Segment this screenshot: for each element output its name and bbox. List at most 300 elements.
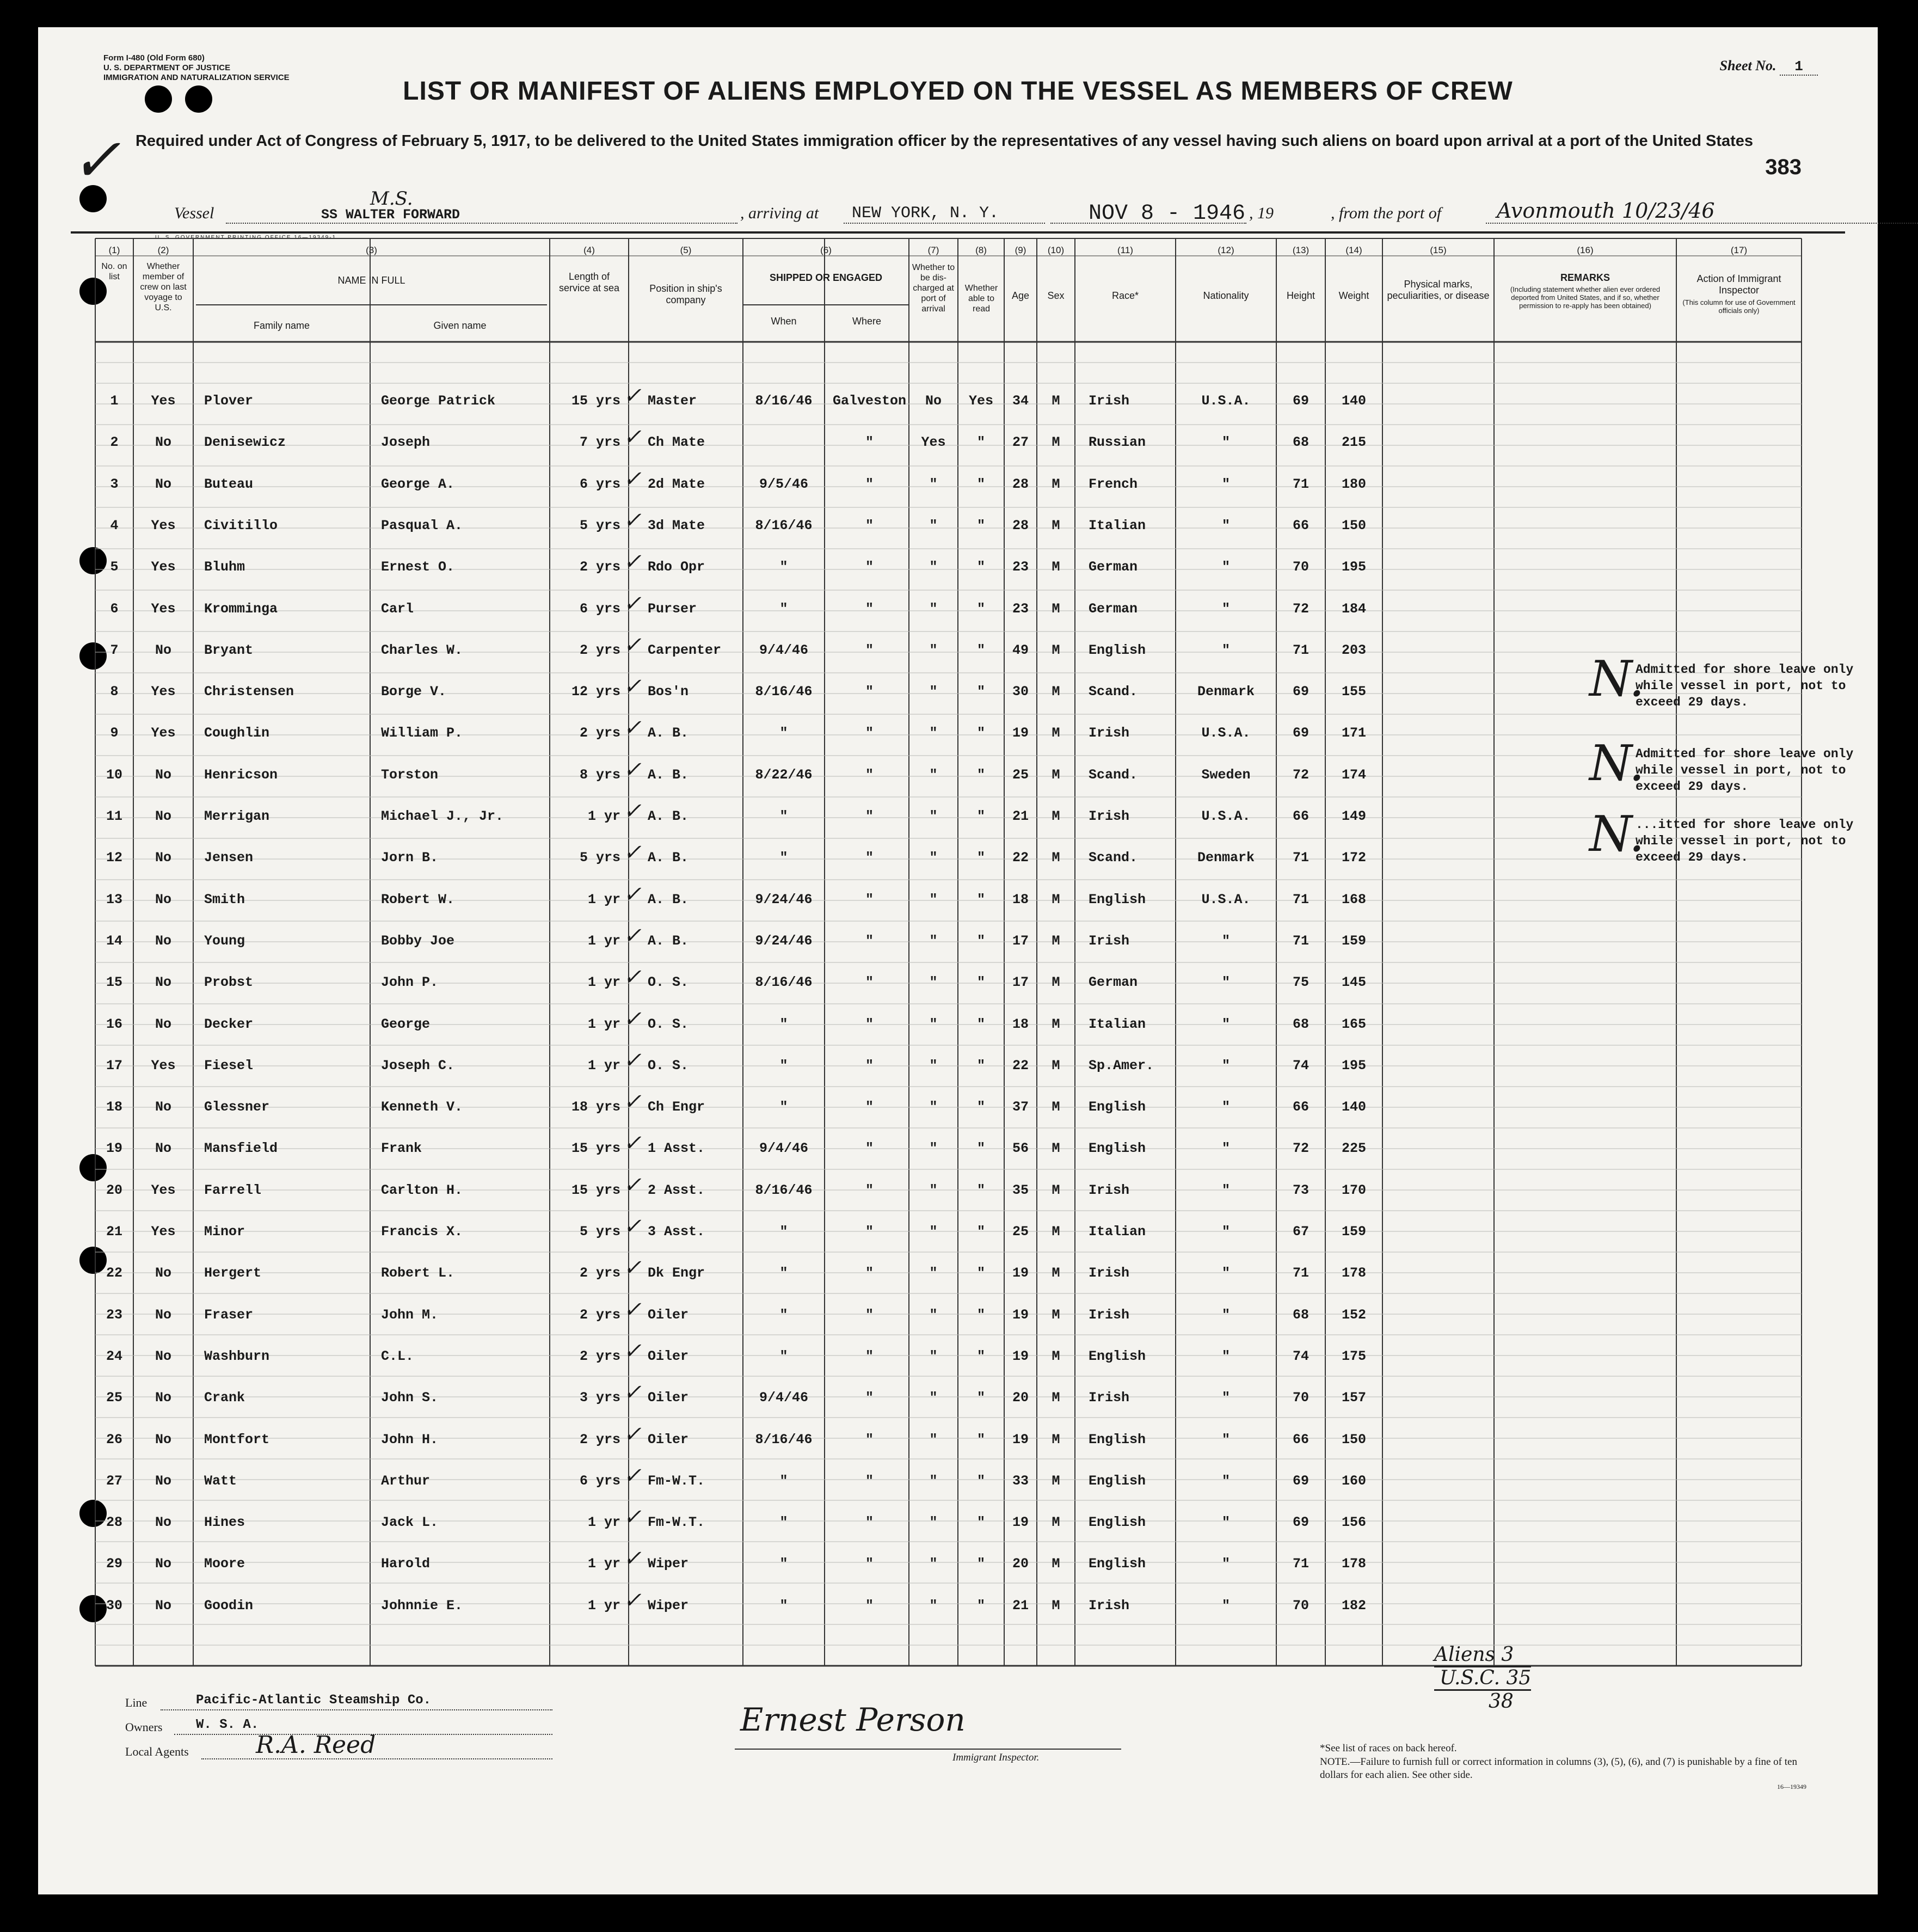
cell-read: "	[976, 1307, 985, 1323]
header-crew-last-voyage: Whether member of crew on last voyage to U.S.	[140, 262, 187, 312]
cell-family-name: Smith	[204, 891, 245, 907]
col-num-13: (13)	[1292, 245, 1310, 255]
cell-discharged: "	[929, 766, 938, 783]
tally-total: 38	[1434, 1689, 1531, 1713]
cell-given-name: Harold	[381, 1556, 431, 1572]
cell-sex: M	[1052, 684, 1060, 700]
cell-race: Irish	[1089, 1597, 1130, 1614]
cell-read: "	[976, 1099, 985, 1115]
cell-weight: 175	[1341, 1348, 1366, 1364]
cell-weight: 165	[1341, 1016, 1366, 1032]
checkmark-icon: ✓	[623, 799, 642, 824]
agents-value: R.A. Reed	[256, 1731, 376, 1759]
cell-nationality: "	[1221, 1597, 1230, 1614]
cell-where: "	[865, 1597, 874, 1614]
cell-service: 3 yrs	[579, 1390, 620, 1406]
cell-position: A. B.	[648, 850, 689, 866]
cell-crew: No	[155, 850, 171, 866]
remark-line: exceed 29 days.	[1636, 780, 1749, 794]
cell-nationality: Sweden	[1201, 766, 1251, 783]
cell-when: "	[779, 725, 788, 741]
checkmark-icon: ✓	[623, 425, 642, 450]
cell-discharged: "	[929, 808, 938, 824]
cell-race: English	[1089, 1099, 1146, 1115]
cell-weight: 160	[1341, 1473, 1366, 1489]
form-code: 16—19349	[1777, 1783, 1806, 1790]
checkmark-icon: ✓	[623, 507, 642, 533]
cell-sex: M	[1052, 1224, 1060, 1240]
cell-service: 1 yr	[587, 1057, 620, 1074]
cell-where: "	[865, 642, 874, 658]
header-action: Action of Immigrant Inspector	[1696, 273, 1781, 296]
cell-sex: M	[1052, 933, 1060, 949]
cell-nationality: "	[1221, 1473, 1230, 1489]
cell-when: "	[779, 1514, 788, 1531]
cell-service: 8 yrs	[579, 766, 620, 783]
remark-line: while vessel in port, not to	[1636, 834, 1846, 848]
cell-weight: 215	[1341, 434, 1366, 451]
cell-read: "	[976, 600, 985, 617]
agents-label: Local Agents	[125, 1745, 189, 1758]
cell-where: "	[865, 1140, 874, 1157]
cell-age: 20	[1012, 1390, 1029, 1406]
cell-crew: No	[155, 434, 171, 451]
cell-discharged: "	[929, 1224, 938, 1240]
cell-weight: 172	[1341, 850, 1366, 866]
cell-weight: 157	[1341, 1390, 1366, 1406]
cell-no: 19	[106, 1140, 122, 1157]
cell-race: German	[1089, 559, 1138, 575]
cell-service: 15 yrs	[571, 393, 620, 409]
cell-no: 28	[106, 1514, 122, 1531]
cell-sex: M	[1052, 642, 1060, 658]
cell-position: O. S.	[648, 974, 689, 991]
cell-when: 8/16/46	[755, 974, 813, 991]
cell-where: Galveston	[832, 393, 907, 409]
cell-given-name: John H.	[381, 1431, 439, 1448]
cell-read: "	[976, 1348, 985, 1364]
cell-nationality: "	[1221, 1514, 1230, 1531]
cell-age: 25	[1012, 1224, 1029, 1240]
cell-service: 2 yrs	[579, 1265, 620, 1281]
cell-weight: 184	[1341, 600, 1366, 617]
arriving-label: , arriving at	[740, 204, 819, 222]
cell-race: Italian	[1089, 517, 1146, 533]
cell-race: English	[1089, 1140, 1146, 1157]
cell-height: 69	[1292, 1514, 1309, 1531]
checkmark-icon: ✓	[623, 674, 642, 700]
cell-given-name: Kenneth V.	[381, 1099, 463, 1115]
cell-nationality: "	[1221, 1057, 1230, 1074]
cell-sex: M	[1052, 1473, 1060, 1489]
cell-sex: M	[1052, 1140, 1060, 1157]
remark-line: Admitted for shore leave only	[1636, 663, 1854, 677]
cell-no: 18	[106, 1099, 122, 1115]
cell-position: Ch Engr	[648, 1099, 705, 1115]
cell-position: O. S.	[648, 1057, 689, 1074]
col-num-9: (9)	[1015, 245, 1026, 255]
cell-given-name: Johnnie E.	[381, 1597, 463, 1614]
col-num-5: (5)	[680, 245, 692, 255]
cell-service: 7 yrs	[579, 434, 620, 451]
cell-read: "	[976, 1265, 985, 1281]
cell-family-name: Civitillo	[204, 517, 278, 533]
cell-crew: Yes	[151, 559, 176, 575]
cell-given-name: Bobby Joe	[381, 933, 455, 949]
header-name-in-full: NAME IN FULL	[337, 275, 405, 286]
manifest-sheet	[38, 27, 1878, 1894]
cell-where: "	[865, 517, 874, 533]
cell-position: 2 Asst.	[648, 1182, 705, 1198]
cell-given-name: John P.	[381, 974, 439, 991]
cell-no: 15	[106, 974, 122, 991]
cell-where: "	[865, 1307, 874, 1323]
cell-weight: 150	[1341, 1431, 1366, 1448]
col-num-11: (11)	[1117, 245, 1133, 255]
cell-sex: M	[1052, 1390, 1060, 1406]
header-weight: Weight	[1338, 290, 1369, 301]
cell-weight: 145	[1341, 974, 1366, 991]
inspector-signature: Ernest Person	[740, 1701, 966, 1738]
cell-nationality: "	[1221, 1390, 1230, 1406]
checkmark-icon: ✓	[623, 1047, 642, 1073]
cell-position: A. B.	[648, 808, 689, 824]
cell-discharged: "	[929, 476, 938, 492]
cell-height: 71	[1292, 476, 1309, 492]
year-label: , 19	[1249, 204, 1274, 222]
inspector-label: Immigrant Inspector.	[952, 1752, 1040, 1763]
cell-when: 9/4/46	[759, 1140, 808, 1157]
cell-family-name: Goodin	[204, 1597, 254, 1614]
cell-height: 70	[1292, 1390, 1309, 1406]
cell-height: 74	[1292, 1348, 1309, 1364]
cell-crew: Yes	[151, 1057, 176, 1074]
cell-age: 18	[1012, 891, 1029, 907]
cell-family-name: Hergert	[204, 1265, 262, 1281]
col-num-1: (1)	[108, 245, 120, 255]
cell-discharged: "	[929, 1514, 938, 1531]
cell-sex: M	[1052, 600, 1060, 617]
arrival-date: NOV 8 - 1946	[1089, 201, 1246, 226]
cell-nationality: "	[1221, 559, 1230, 575]
cell-read: "	[976, 1473, 985, 1489]
checkmark-icon: ✓	[623, 923, 642, 948]
remark-initial: N.	[1589, 806, 1645, 863]
cell-crew: No	[155, 1140, 171, 1157]
cell-position: 3d Mate	[648, 517, 705, 533]
remark-line: exceed 29 days.	[1636, 850, 1749, 864]
cell-race: Scand.	[1089, 684, 1138, 700]
checkmark-icon: ✓	[623, 840, 642, 866]
cell-given-name: George Patrick	[381, 393, 496, 409]
cell-race: Sp.Amer.	[1089, 1057, 1154, 1074]
cell-weight: 168	[1341, 891, 1366, 907]
cell-service: 1 yr	[587, 1556, 620, 1572]
cell-where: "	[865, 1556, 874, 1572]
cell-crew: No	[155, 1016, 171, 1032]
cell-read: "	[976, 1597, 985, 1614]
cell-family-name: Henricson	[204, 766, 278, 783]
cell-family-name: Bryant	[204, 642, 254, 658]
cell-nationality: "	[1221, 1099, 1230, 1115]
cell-discharged: "	[929, 684, 938, 700]
cell-family-name: Minor	[204, 1224, 245, 1240]
cell-discharged: "	[929, 517, 938, 533]
cell-family-name: Montfort	[204, 1431, 270, 1448]
cell-height: 69	[1292, 1473, 1309, 1489]
cell-age: 25	[1012, 766, 1029, 783]
cell-given-name: Robert L.	[381, 1265, 455, 1281]
header-physical: Physical marks, peculiarities, or disease	[1387, 279, 1490, 301]
cell-race: Scand.	[1089, 850, 1138, 866]
checkmark-icon: ✓	[623, 715, 642, 741]
cell-service: 2 yrs	[579, 559, 620, 575]
cell-nationality: "	[1221, 1224, 1230, 1240]
cell-family-name: Washburn	[204, 1348, 270, 1364]
cell-family-name: Decker	[204, 1016, 254, 1032]
cell-read: "	[976, 766, 985, 783]
cell-crew: No	[155, 1556, 171, 1572]
cell-height: 66	[1292, 1431, 1309, 1448]
cell-given-name: John S.	[381, 1390, 439, 1406]
cell-no: 17	[106, 1057, 122, 1074]
sheet-value: 1	[1780, 58, 1818, 76]
cell-family-name: Hines	[204, 1514, 245, 1531]
cell-no: 11	[106, 808, 122, 824]
cell-family-name: Fraser	[204, 1307, 254, 1323]
cell-position: Master	[648, 393, 697, 409]
cell-age: 19	[1012, 1265, 1029, 1281]
cell-discharged: "	[929, 1099, 938, 1115]
cell-sex: M	[1052, 1307, 1060, 1323]
cell-service: 2 yrs	[579, 1431, 620, 1448]
header-age: Age	[1011, 290, 1030, 301]
line-label: Line	[125, 1696, 147, 1709]
cell-race: English	[1089, 891, 1146, 907]
cell-read: "	[976, 1431, 985, 1448]
cell-discharged: "	[929, 1140, 938, 1157]
cell-service: 5 yrs	[579, 517, 620, 533]
cell-weight: 156	[1341, 1514, 1366, 1531]
remark-initial: N.	[1589, 735, 1645, 792]
cell-sex: M	[1052, 1348, 1060, 1364]
cell-crew: No	[155, 1390, 171, 1406]
cell-age: 37	[1012, 1099, 1029, 1115]
cell-where: "	[865, 850, 874, 866]
cell-read: "	[976, 476, 985, 492]
checkmark-icon: ✓	[623, 1505, 642, 1530]
cell-position: Wiper	[648, 1597, 689, 1614]
cell-when: 9/5/46	[759, 476, 808, 492]
cell-weight: 225	[1341, 1140, 1366, 1157]
cell-when: "	[779, 1057, 788, 1074]
checkmark-icon: ✓	[623, 549, 642, 575]
cell-sex: M	[1052, 517, 1060, 533]
cell-height: 66	[1292, 808, 1309, 824]
cell-given-name: Joseph	[381, 434, 431, 451]
cell-read: "	[976, 1514, 985, 1531]
cell-read: "	[976, 1016, 985, 1032]
cell-nationality: "	[1221, 1307, 1230, 1323]
cell-race: Irish	[1089, 1390, 1130, 1406]
cell-crew: Yes	[151, 684, 176, 700]
cell-discharged: Yes	[921, 434, 946, 451]
cell-age: 17	[1012, 933, 1029, 949]
cell-read: "	[976, 1390, 985, 1406]
cell-read: "	[976, 434, 985, 451]
checkmark-icon: ✓	[623, 1587, 642, 1613]
cell-age: 30	[1012, 684, 1029, 700]
cell-service: 2 yrs	[579, 642, 620, 658]
col-num-10: (10)	[1047, 245, 1065, 255]
checkmark-icon: ✓	[623, 1421, 642, 1447]
cell-when: 8/16/46	[755, 684, 813, 700]
cell-where: "	[865, 1016, 874, 1032]
cell-position: 1 Asst.	[648, 1140, 705, 1157]
cell-discharged: "	[929, 559, 938, 575]
cell-given-name: Francis X.	[381, 1224, 463, 1240]
checkmark-icon: ✓	[623, 1338, 642, 1364]
cell-read: "	[976, 850, 985, 866]
cell-weight: 150	[1341, 517, 1366, 533]
header-family-name: Family name	[253, 320, 310, 331]
cell-given-name: Pasqual A.	[381, 517, 463, 533]
cell-when: 9/24/46	[755, 933, 813, 949]
checkmark-icon: ✓	[623, 1297, 642, 1322]
checkmark-icon: ✓	[623, 383, 642, 408]
cell-sex: M	[1052, 434, 1060, 451]
header-no-on-list: No. on list	[101, 262, 127, 281]
cell-weight: 159	[1341, 1224, 1366, 1240]
cell-service: 5 yrs	[579, 850, 620, 866]
cell-where: "	[865, 559, 874, 575]
tally-aliens: Aliens 3	[1434, 1643, 1514, 1666]
cell-sex: M	[1052, 808, 1060, 824]
cell-weight: 180	[1341, 476, 1366, 492]
cell-height: 72	[1292, 600, 1309, 617]
remark-line: ...itted for shore leave only	[1636, 818, 1854, 832]
cell-no: 27	[106, 1473, 122, 1489]
cell-age: 28	[1012, 476, 1029, 492]
cell-race: German	[1089, 974, 1138, 991]
cell-family-name: Jensen	[204, 850, 254, 866]
cell-no: 12	[106, 850, 122, 866]
printer-line: U. S. GOVERNMENT PRINTING OFFICE 16—19349-1	[155, 235, 337, 241]
cell-sex: M	[1052, 1597, 1060, 1614]
cell-when: 8/16/46	[755, 1431, 813, 1448]
vessel-name: SS WALTER FORWARD	[321, 207, 460, 223]
owners-value: W. S. A.	[196, 1718, 259, 1732]
cell-crew: No	[155, 1473, 171, 1489]
cell-discharged: "	[929, 850, 938, 866]
col-num-16: (16)	[1577, 245, 1594, 255]
header-action-note: (This column for use of Government officials only)	[1682, 298, 1796, 315]
cell-sex: M	[1052, 1099, 1060, 1115]
header-height: Height	[1286, 290, 1315, 301]
checkmark-icon: ✓	[623, 1172, 642, 1198]
cell-sex: M	[1052, 974, 1060, 991]
cell-position: O. S.	[648, 1016, 689, 1032]
cell-age: 22	[1012, 850, 1029, 866]
cell-height: 75	[1292, 974, 1309, 991]
cell-crew: No	[155, 1597, 171, 1614]
remark-line: Admitted for shore leave only	[1636, 747, 1854, 761]
cell-service: 12 yrs	[571, 684, 620, 700]
cell-age: 28	[1012, 517, 1029, 533]
cell-where: "	[865, 808, 874, 824]
cell-discharged: "	[929, 600, 938, 617]
cell-read: "	[976, 1057, 985, 1074]
cell-sex: M	[1052, 1182, 1060, 1198]
cell-crew: Yes	[151, 725, 176, 741]
checkmark-icon: ✓	[623, 1546, 642, 1572]
cell-service: 1 yr	[587, 1597, 620, 1614]
cell-position: 3 Asst.	[648, 1224, 705, 1240]
cell-discharged: "	[929, 1016, 938, 1032]
cell-given-name: Carlton H.	[381, 1182, 463, 1198]
cell-crew: No	[155, 1431, 171, 1448]
header-where: Where	[852, 316, 881, 327]
cell-nationality: "	[1221, 1431, 1230, 1448]
page-stamp: 383	[1765, 155, 1802, 179]
cell-height: 71	[1292, 891, 1309, 907]
cell-given-name: Ernest O.	[381, 559, 455, 575]
cell-position: Rdo Opr	[648, 559, 705, 575]
cell-position: 2d Mate	[648, 476, 705, 492]
cell-read: "	[976, 642, 985, 658]
cell-height: 69	[1292, 684, 1309, 700]
cell-discharged: "	[929, 642, 938, 658]
cell-nationality: "	[1221, 1182, 1230, 1198]
cell-position: Fm-W.T.	[648, 1473, 705, 1489]
cell-age: 23	[1012, 559, 1029, 575]
cell-family-name: Mansfield	[204, 1140, 278, 1157]
cell-no: 2	[110, 434, 119, 451]
cell-no: 10	[106, 766, 122, 783]
cell-service: 1 yr	[587, 974, 620, 991]
cell-when: 8/22/46	[755, 766, 813, 783]
cell-crew: No	[155, 1514, 171, 1531]
cell-service: 1 yr	[587, 808, 620, 824]
cell-family-name: Young	[204, 933, 245, 949]
cell-race: English	[1089, 1514, 1146, 1531]
cell-read: "	[976, 517, 985, 533]
col-num-17: (17)	[1730, 245, 1748, 255]
cell-height: 70	[1292, 1597, 1309, 1614]
cell-discharged: "	[929, 1265, 938, 1281]
cell-service: 1 yr	[587, 891, 620, 907]
cell-height: 68	[1292, 1016, 1309, 1032]
remark-line: while vessel in port, not to	[1636, 679, 1846, 693]
cell-no: 5	[110, 559, 119, 575]
cell-read: "	[976, 559, 985, 575]
cell-position: A. B.	[648, 766, 689, 783]
cell-nationality: "	[1221, 1556, 1230, 1572]
cell-given-name: Robert W.	[381, 891, 455, 907]
cell-when: "	[779, 1016, 788, 1032]
cell-age: 22	[1012, 1057, 1029, 1074]
cell-race: English	[1089, 1473, 1146, 1489]
cell-when: "	[779, 600, 788, 617]
header-when: When	[771, 316, 797, 327]
col-num-8: (8)	[975, 245, 987, 255]
cell-where: "	[865, 766, 874, 783]
checkmark-icon: ✓	[623, 466, 642, 492]
service-name: IMMIGRATION AND NATURALIZATION SERVICE	[103, 73, 290, 82]
cell-where: "	[865, 1473, 874, 1489]
cell-weight: 182	[1341, 1597, 1366, 1614]
cell-crew: Yes	[151, 393, 176, 409]
